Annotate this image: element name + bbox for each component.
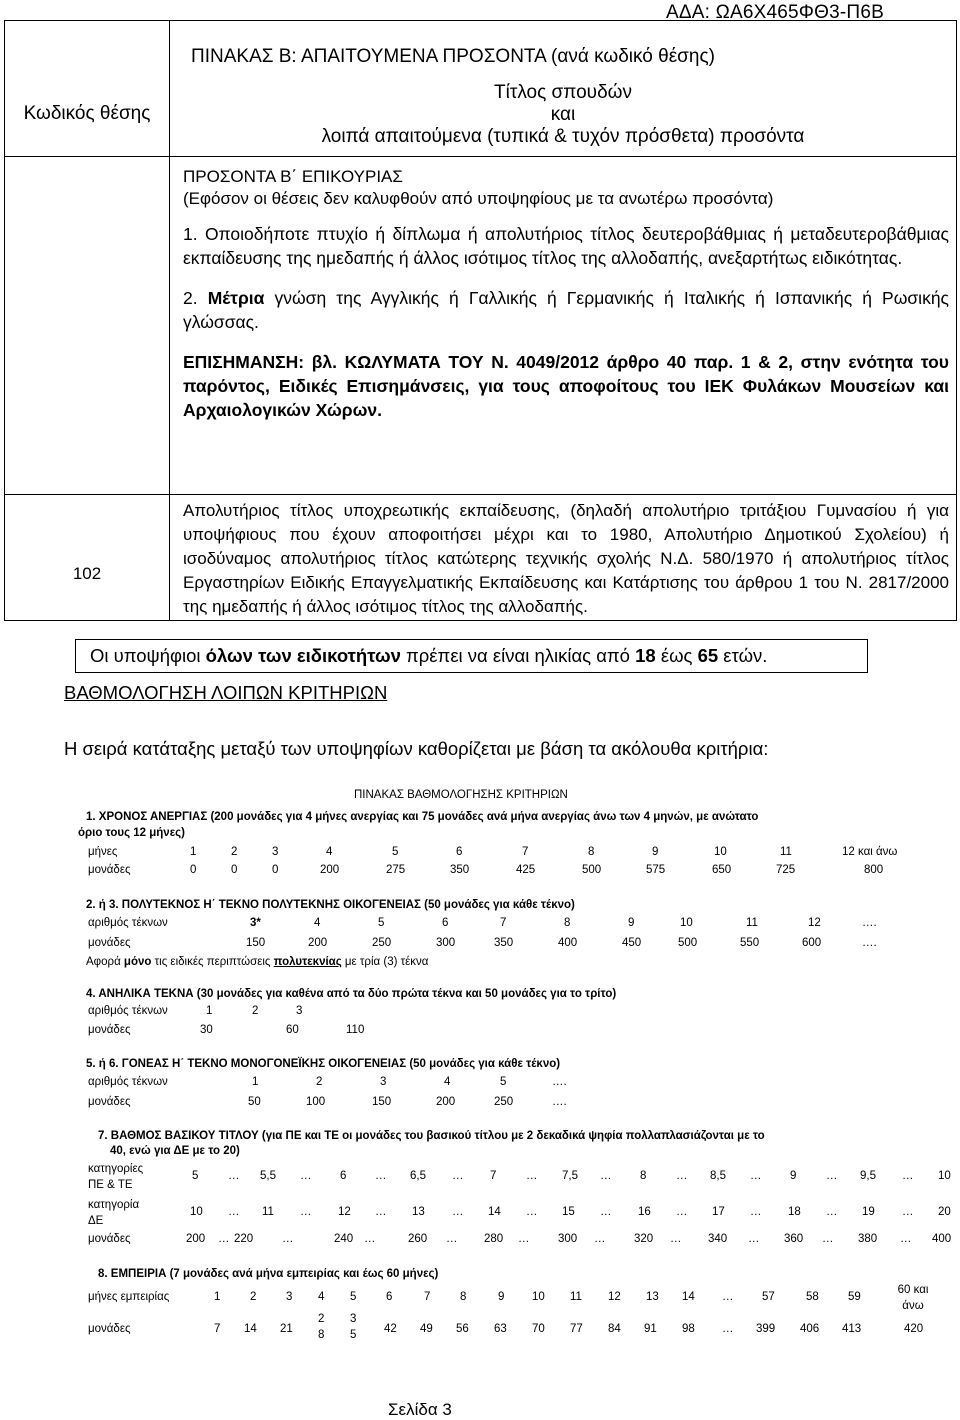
s7-label-b1: κατηγορία [88, 1199, 140, 1211]
s2-points-label: μονάδες [88, 937, 131, 949]
s7-pe: … [826, 1170, 838, 1182]
s1-heading-2: όριο τους 12 μήνες) [78, 827, 185, 839]
aux-item-2-text: γνώση της Αγγλικής ή Γαλλικής ή Γερμανικής ή Ιταλικής ή Ισπανικής ή Ρωσικής γλώσσας. [183, 288, 949, 332]
s8-months-label: μήνες εμπειρίας [88, 1291, 170, 1303]
s5-point: 250 [494, 1096, 514, 1108]
s7-point: 200 [186, 1233, 206, 1245]
s7-pe: 7 [490, 1170, 497, 1182]
s5-children-row [0, 1076, 960, 1092]
s7-point: … [594, 1233, 606, 1245]
s2-point: …. [862, 937, 877, 949]
s5-heading: 5. ή 6. ΓΟΝΕΑΣ Η΄ ΤΕΚΝΟ ΜΟΝΟΓΟΝΕΪΚΗΣ ΟΙΚΟΓΕΝΕΙΑΣ (50 μονάδες για κάθε τέκνο) [86, 1058, 561, 1070]
s7-pe-row [0, 1170, 960, 1186]
s4-point: 30 [200, 1024, 213, 1036]
s4-children-label: αριθμός τέκνων [88, 1005, 168, 1017]
s7-point: … [518, 1233, 530, 1245]
s7-point: 280 [484, 1233, 504, 1245]
s1-point: 350 [450, 864, 470, 876]
s4-children: 2 [252, 1005, 259, 1017]
s7-point: … [900, 1233, 912, 1245]
age-text-3: πρέπει να είναι ηλικίας από [400, 645, 636, 666]
s8-month: 6 [386, 1291, 393, 1303]
s7-de: 16 [638, 1206, 651, 1218]
s8-stack-3: 3 [350, 1313, 357, 1325]
s7-point: 240 [334, 1233, 354, 1245]
s7-de: … [452, 1206, 464, 1218]
s1-points-row [0, 864, 960, 880]
s7-point: … [282, 1233, 294, 1245]
aux-qualifications-cell [170, 157, 957, 495]
s1-month: 10 [714, 846, 727, 858]
s2-children: 12 [808, 917, 821, 929]
s7-de: 20 [938, 1206, 951, 1218]
s8-point: 7 [214, 1323, 221, 1335]
s2-point: 450 [622, 937, 642, 949]
s7-pe: … [600, 1170, 612, 1182]
s8-month: 7 [424, 1291, 431, 1303]
s1-point: 725 [776, 864, 796, 876]
s2-children: 4 [314, 917, 321, 929]
s1-month: 2 [231, 846, 238, 858]
s2-point: 400 [558, 937, 578, 949]
s8-point: 399 [756, 1323, 776, 1335]
empty-code-cell [5, 157, 170, 495]
title-header-line3: λοιπά απαιτούμενα (τυπικά & τυχόν πρόσθετα) προσόντα [321, 126, 805, 147]
page-number: Σελίδα 3 [388, 1400, 452, 1419]
s8-month: 4 [318, 1291, 325, 1303]
s8-point: 14 [244, 1323, 257, 1335]
aux-heading: ΠΡΟΣΟΝΤΑ Β΄ ΕΠΙΚΟΥΡΙΑΣ [183, 167, 403, 186]
s7-label-a2: ΠΕ & ΤΕ [88, 1179, 133, 1191]
code-column-header: Κωδικός θέσης [23, 103, 151, 124]
s7-de: 11 [262, 1206, 274, 1218]
aux-item-2 [183, 286, 949, 334]
s8-month-last [888, 1282, 938, 1314]
s8-point: 91 [644, 1323, 657, 1335]
s1-point: 800 [864, 864, 884, 876]
aux-item-2-bold: Μέτρια [207, 288, 265, 308]
s5-point: 100 [306, 1096, 326, 1108]
s4-point: 60 [286, 1024, 299, 1036]
s1-point: 0 [272, 864, 279, 876]
s8-month: 58 [806, 1291, 819, 1303]
s4-point: 110 [346, 1024, 365, 1036]
s8-point: 49 [420, 1323, 433, 1335]
s1-month: 12 και άνω [842, 846, 898, 858]
s1-months-label: μήνες [88, 846, 118, 858]
s7-pe: … [750, 1170, 762, 1182]
s7-de: … [750, 1206, 762, 1218]
order-text: Η σειρά κατάταξης μεταξύ των υποψηφίων καθορίζεται με βάση τα ακόλουθα κριτήρια: [64, 738, 769, 759]
s2-children: …. [862, 917, 877, 929]
s7-point: 380 [858, 1233, 878, 1245]
requirements-table [4, 20, 957, 621]
s2-note-4: πολυτεκνίας [273, 956, 342, 968]
s2-children: 9 [628, 917, 635, 929]
s8-month: 5 [350, 1291, 357, 1303]
age-notice [76, 640, 867, 667]
s5-children: 5 [500, 1076, 507, 1088]
s2-children: 7 [500, 917, 507, 929]
title-header-line1: Τίτλος σπουδών [494, 82, 632, 103]
s8-stack-1: 2 [318, 1313, 325, 1325]
s8-month: … [722, 1291, 734, 1303]
s7-point: … [218, 1233, 230, 1245]
age-text-2: όλων των ειδικοτήτων [205, 645, 401, 666]
s7-point: 220 [234, 1233, 254, 1245]
s8-point: 70 [532, 1323, 545, 1335]
s2-point: 300 [436, 937, 456, 949]
aux-subheading: (Εφόσον οι θέσεις δεν καλυφθούν από υποψηφίους με τα ανωτέρω προσόντα) [183, 189, 774, 208]
title-column-header [171, 82, 955, 148]
s7-label-b2: ΔΕ [88, 1215, 104, 1227]
s1-month: 11 [780, 846, 792, 858]
s8-point: 413 [842, 1323, 862, 1335]
s8-month: 11 [570, 1291, 582, 1303]
s8-point: 21 [280, 1323, 293, 1335]
s2-point: 500 [678, 937, 698, 949]
s7-point: 360 [784, 1233, 804, 1245]
s5-point: 150 [372, 1096, 392, 1108]
s1-month: 1 [190, 846, 197, 858]
age-min: 18 [635, 645, 656, 666]
s8-month: 14 [682, 1291, 695, 1303]
s8-months-row [0, 1291, 960, 1307]
age-text-7: ετών. [718, 645, 768, 666]
s7-point: 340 [708, 1233, 728, 1245]
s7-pe: … [375, 1170, 387, 1182]
s2-note-2: μόνο [123, 956, 152, 968]
s7-pe: … [300, 1170, 312, 1182]
score-table-title: ΠΙΝΑΚΑΣ ΒΑΘΜΟΛΟΓΗΣΗΣ ΚΡΙΤΗΡΙΩΝ [354, 789, 568, 801]
s4-heading: 4. ΑΝΗΛΙΚΑ ΤΕΚΝΑ (30 μονάδες για καθένα από τα δύο πρώτα τέκνα και 50 μονάδες για το τρίτο) [86, 988, 617, 1000]
s8-heading: 8. ΕΜΠΕΙΡΙΑ (7 μονάδες ανά μήνα εμπειρίας και έως 60 μήνες) [98, 1268, 439, 1280]
s7-point: 300 [558, 1233, 578, 1245]
s7-point: … [446, 1233, 458, 1245]
s8-month-last-1: 60 και [897, 1284, 929, 1296]
s8-point: 84 [608, 1323, 621, 1335]
s7-de: 10 [190, 1206, 203, 1218]
s7-point: … [670, 1233, 682, 1245]
s8-month: 8 [460, 1291, 467, 1303]
s7-pe: 5,5 [260, 1170, 276, 1182]
s2-children: 11 [746, 917, 758, 929]
s8-point: 63 [494, 1323, 507, 1335]
s1-month: 6 [456, 846, 463, 858]
position-qualifications-cell [170, 495, 957, 621]
s8-point: 420 [904, 1323, 924, 1335]
s7-de: … [300, 1206, 312, 1218]
s7-de: 14 [488, 1206, 501, 1218]
s2-children: 6 [442, 917, 449, 929]
document-id: ΑΔΑ: ΩΑ6Χ465ΦΘ3-Π6Β [665, 2, 884, 23]
s7-pe: 8,5 [710, 1170, 726, 1182]
s1-month: 7 [522, 846, 529, 858]
s4-children: 3 [296, 1005, 303, 1017]
s5-point: 200 [436, 1096, 456, 1108]
s7-point: … [748, 1233, 760, 1245]
s1-point: 275 [386, 864, 406, 876]
s2-point: 350 [494, 937, 514, 949]
s2-children-label: αριθμός τέκνων [88, 917, 168, 929]
s8-month: 59 [848, 1291, 861, 1303]
s8-stack-2: 8 [318, 1329, 325, 1341]
s7-pe: 5 [192, 1170, 199, 1182]
s5-children: 1 [252, 1076, 259, 1088]
s8-points-label: μονάδες [88, 1323, 131, 1335]
s1-points-label: μονάδες [88, 864, 131, 876]
s7-pe: 10 [938, 1170, 951, 1182]
s7-point: 400 [932, 1233, 952, 1245]
s5-children: 3 [380, 1076, 387, 1088]
s1-point: 500 [582, 864, 602, 876]
s4-points-label: μονάδες [88, 1024, 131, 1036]
s8-points-row [0, 1323, 960, 1339]
s7-de: 12 [338, 1206, 351, 1218]
s2-note-3: τις ειδικές περιπτώσεις [151, 956, 274, 968]
s7-pe: 9 [790, 1170, 797, 1182]
s5-children: …. [552, 1076, 567, 1088]
s5-children: 4 [444, 1076, 451, 1088]
age-max: 65 [697, 645, 719, 666]
s5-children: 2 [316, 1076, 323, 1088]
s8-point: 77 [570, 1323, 583, 1335]
position-code-cell [5, 495, 170, 621]
s2-heading: 2. ή 3. ΠΟΛΥΤΕΚΝΟΣ Η΄ ΤΕΚΝΟ ΠΟΛΥΤΕΚΝΗΣ ΟΙΚΟΓΕΝΕΙΑΣ (50 μονάδες για κάθε τέκνο) [86, 899, 575, 911]
s5-points-row [0, 1096, 960, 1112]
s8-month: 3 [286, 1291, 293, 1303]
s7-points-row [0, 1233, 960, 1249]
s8-point: 406 [800, 1323, 820, 1335]
s8-month: 9 [498, 1291, 505, 1303]
s7-de: 13 [412, 1206, 425, 1218]
s8-point: 42 [384, 1323, 397, 1335]
s2-point: 150 [246, 937, 266, 949]
s7-de: 17 [712, 1206, 725, 1218]
s1-month: 8 [588, 846, 595, 858]
s1-months-row [0, 846, 960, 862]
s4-points-row [0, 1024, 960, 1040]
s2-note-1: Αφορά [86, 956, 124, 968]
scoring-heading: ΒΑΘΜΟΛΟΓΗΣΗ ΛΟΙΠΩΝ ΚΡΙΤΗΡΙΩΝ [64, 682, 388, 703]
s2-children: 10 [680, 917, 693, 929]
s7-de: 19 [862, 1206, 875, 1218]
s5-children-label: αριθμός τέκνων [88, 1076, 168, 1088]
s1-point: 575 [646, 864, 666, 876]
s8-month: 12 [608, 1291, 621, 1303]
s2-point: 600 [802, 937, 822, 949]
s5-point: …. [552, 1096, 567, 1108]
s7-pe: 6,5 [410, 1170, 426, 1182]
aux-item-1: 1. Οποιοδήποτε πτυχίο ή δίπλωμα ή απολυτήριος τίτλος δευτεροβάθμιας ή μεταδευτεροβάθμιας εκπαίδευσης της ημεδαπής ή άλλος ισότιμος τίτλος της αλλοδαπής, ανεξαρτήτως ειδικότητας. [183, 224, 949, 268]
s8-month: 13 [646, 1291, 659, 1303]
s2-point: 250 [372, 937, 392, 949]
s1-point: 425 [516, 864, 536, 876]
s7-pe: … [452, 1170, 464, 1182]
s2-children: 5 [378, 917, 385, 929]
s5-points-label: μονάδες [88, 1096, 131, 1108]
s7-de: 18 [788, 1206, 801, 1218]
aux-note: ΕΠΙΣΗΜΑΝΣΗ: βλ. ΚΩΛΥΜΑΤΑ ΤΟΥ Ν. 4049/2012 άρθρο 40 παρ. 1 & 2, στην ενότητα του παρόντος, Ειδικές Επισημάνσεις, για τους αποφοίτους του ΙΕΚ Φυλάκων Μουσείων και Αρχαιολογικών Χώρων. [183, 352, 949, 420]
s7-de: … [902, 1206, 914, 1218]
position-code: 102 [72, 563, 102, 583]
s7-point: … [364, 1233, 376, 1245]
s1-point: 200 [320, 864, 340, 876]
s8-month: 10 [532, 1291, 545, 1303]
s7-pe: … [676, 1170, 688, 1182]
s1-heading: 1. ΧΡΟΝΟΣ ΑΝΕΡΓΙΑΣ (200 μονάδες για 4 μήνες ανεργίας και 75 μονάδες ανά μήνα ανεργίας άνω των 4 μηνών, με ανώτατο [86, 811, 759, 823]
s7-pe: 7,5 [562, 1170, 578, 1182]
age-text-1: Οι υποψήφιοι [90, 645, 206, 666]
s7-pe: 8 [640, 1170, 647, 1182]
s4-children: 1 [206, 1005, 213, 1017]
title-header-cell [170, 21, 957, 157]
s1-month: 5 [392, 846, 399, 858]
s2-point: 550 [740, 937, 760, 949]
s7-de: 15 [562, 1206, 575, 1218]
s7-pe: 9,5 [860, 1170, 876, 1182]
s7-pe: … [526, 1170, 538, 1182]
s7-point: 260 [408, 1233, 428, 1245]
s7-de: … [676, 1206, 688, 1218]
s2-note [86, 956, 428, 968]
s7-de-row [0, 1206, 960, 1222]
aux-item-2-num: 2. [183, 288, 208, 308]
s7-de: … [526, 1206, 538, 1218]
s7-de: … [375, 1206, 387, 1218]
code-header-cell [5, 21, 170, 157]
s5-point: 50 [248, 1096, 261, 1108]
s7-point: 320 [634, 1233, 654, 1245]
s7-points-label: μονάδες [88, 1233, 131, 1245]
s8-point: 56 [456, 1323, 469, 1335]
s7-pe: 6 [340, 1170, 347, 1182]
s8-point: 98 [682, 1323, 695, 1335]
age-notice-box [75, 639, 868, 673]
s8-stacked-35 [350, 1311, 356, 1343]
s1-month: 4 [326, 846, 333, 858]
s2-points-row [0, 937, 960, 953]
s1-month: 3 [272, 846, 279, 858]
s2-children: 8 [564, 917, 571, 929]
s7-de: … [228, 1206, 240, 1218]
table-title: ΠΙΝΑΚΑΣ Β: ΑΠΑΙΤΟΥΜΕΝΑ ΠΡΟΣΟΝΤΑ (ανά κωδικό θέσης) [191, 46, 715, 67]
s8-stacked-28 [318, 1311, 324, 1343]
s7-label-a1: κατηγορίες [88, 1163, 144, 1175]
age-text-5: έως [655, 645, 698, 666]
s1-month: 9 [652, 846, 659, 858]
s2-note-5: με τρία (3) τέκνα [341, 956, 429, 968]
s7-pe: … [902, 1170, 914, 1182]
s8-stack-4: 5 [350, 1329, 357, 1341]
title-header-line2: και [550, 104, 576, 125]
s2-children: 3* [250, 917, 261, 929]
s8-month: 1 [214, 1291, 221, 1303]
s4-children-row [0, 1005, 960, 1021]
s7-point: … [822, 1233, 834, 1245]
s1-point: 0 [231, 864, 238, 876]
s7-de: … [826, 1206, 838, 1218]
s2-children-row [0, 917, 960, 933]
s7-heading-2: 40, ενώ για ΔΕ με το 20) [110, 1145, 240, 1157]
s1-point: 650 [712, 864, 732, 876]
s1-point: 0 [190, 864, 197, 876]
s8-point: … [722, 1323, 734, 1335]
s2-point: 200 [308, 937, 328, 949]
s8-month: 57 [762, 1291, 775, 1303]
s7-de: … [600, 1206, 612, 1218]
s8-month-last-2: άνω [902, 1300, 924, 1312]
s8-month: 2 [250, 1291, 257, 1303]
position-qualifications: Απολυτήριος τίτλος υποχρεωτικής εκπαίδευσης, (δηλαδή απολυτήριο τριτάξιου Γυμνασίου ή για υποψήφιους που έχουν αποφοιτήσει μέχρι και το 1980, Απολυτήριο Δημοτικού Σχολείου) ή ισοδύναμος απολυτήριος τίτλος κατώτερης τεχνικής σχολής Ν.Δ. 580/1970 ή απολυτήριος τίτλος Εργαστηρίων Ειδικής Επαγγελματικής Εκπαίδευσης και Κατάρτισης του άρθρου 1 του Ν. 2817/2000 της ημεδαπής ή άλλος ισότιμος τίτλος της αλλοδαπής. [183, 501, 949, 616]
s7-pe: … [228, 1170, 240, 1182]
s7-heading: 7. ΒΑΘΜΟΣ ΒΑΣΙΚΟΥ ΤΙΤΛΟΥ (για ΠΕ και ΤΕ οι μονάδες του βασικού τίτλου με 2 δεκαδικά ψηφία πολλαπλασιάζονται με το [98, 1130, 765, 1142]
